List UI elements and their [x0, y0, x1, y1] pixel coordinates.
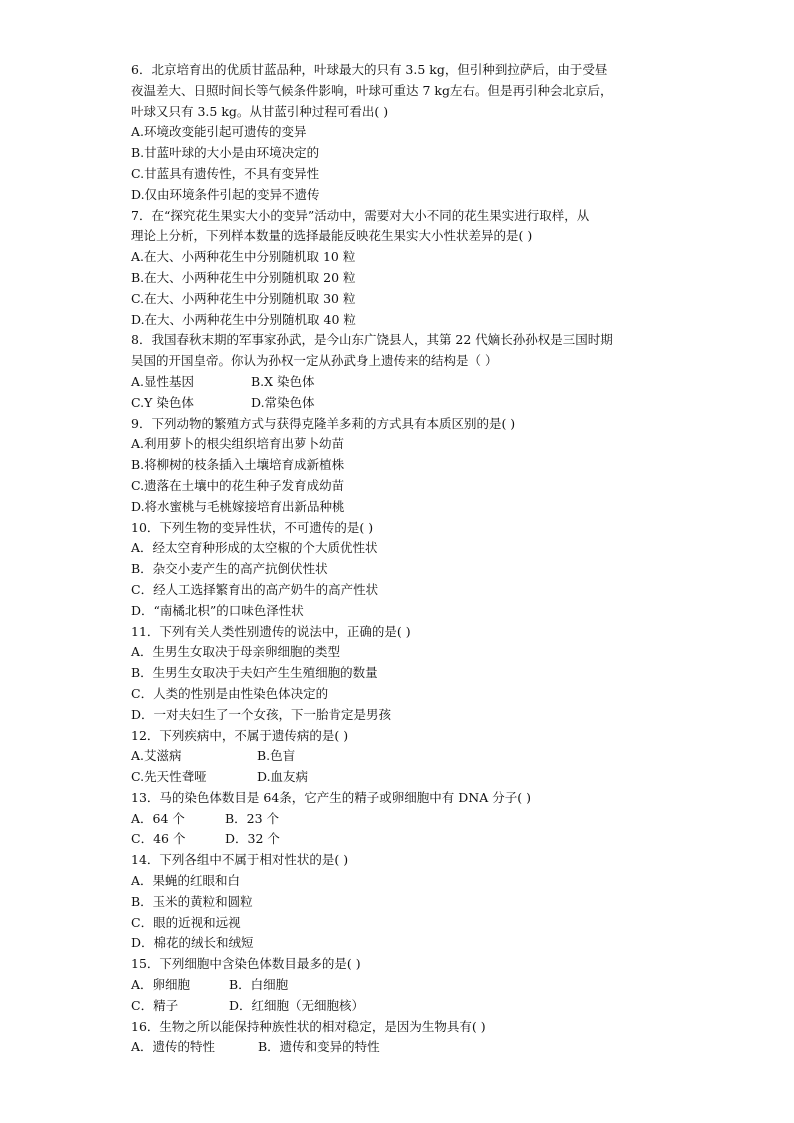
question-13-option-row-1: [131, 809, 667, 830]
question-6-option-a: A.环境改变能引起可遗传的变异: [131, 124, 307, 140]
question-14-option-b: B．玉米的黄粒和圆粒: [131, 893, 253, 909]
question-12-option-a: A.艾滋病: [131, 748, 182, 764]
question-6-option-d: D.仅由环境条件引起的变异不遗传: [131, 186, 320, 202]
question-8-option-row-2: [131, 393, 667, 414]
question-8-option-a: A.显性基因: [131, 373, 195, 389]
question-12-option-c: C.先天性聋哑: [131, 769, 207, 785]
question-6-stem-line-3: 叶球又只有 3.5 kg。从甘蓝引种过程可看出( ): [131, 103, 389, 119]
question-9-option-c: C.遗落在土壤中的花生种子发育成幼苗: [131, 477, 345, 493]
question-13-option-a: A．64 个: [131, 810, 185, 826]
question-11-option-d: D．一对夫妇生了一个女孩，下一胎肯定是男孩: [131, 706, 392, 722]
question-13-stem-line-1: 13．马的染色体数目是 64条，它产生的精子或卵细胞中有 DNA 分子( ): [131, 789, 531, 805]
question-11-stem-line-1: 11．下列有关人类性别遗传的说法中，正确的是( ): [131, 623, 411, 639]
question-10-option-c: C．经人工选择繁育出的高产奶牛的高产性状: [131, 581, 379, 597]
question-15-option-b: B．白细胞: [229, 977, 289, 993]
question-8-option-c: C.Y 染色体: [131, 394, 194, 410]
question-12-stem-line-1: 12．下列疾病中，不属于遗传病的是( ): [131, 727, 349, 743]
question-13-option-b: B．23 个: [225, 810, 280, 826]
question-13-option-row-2: [131, 829, 667, 850]
question-14-option-d: D．棉花的绒长和绒短: [131, 935, 254, 951]
question-8-stem-line-2: 吴国的开国皇帝。你认为孙权一定从孙武身上遗传来的结构是（ ）: [131, 353, 498, 369]
question-11-option-a: A．生男生女取决于母亲卵细胞的类型: [131, 644, 341, 660]
question-13-option-d: D．32 个: [225, 831, 280, 847]
question-15-option-row-1: [131, 975, 667, 996]
question-7-stem-line-1: 7．在“探究花生果实大小的变异”活动中，需要对大小不同的花生果实进行取样，从: [131, 207, 590, 223]
question-14-option-a: A．果蝇的红眼和白: [131, 873, 241, 889]
question-12-option-row-2: [131, 767, 667, 788]
question-7-stem-line-2: 理论上分析，下列样本数量的选择最能反映花生果实大小性状差异的是( ): [131, 228, 533, 244]
question-8-option-b: B.X 染色体: [251, 373, 315, 389]
question-9-option-d: D.将水蜜桃与毛桃嫁接培育出新品种桃: [131, 498, 345, 514]
question-9-option-b: B.将柳树的枝条插入土壤培育成新植株: [131, 457, 345, 473]
question-7-option-a: A.在大、小两种花生中分别随机取 10 粒: [131, 249, 356, 265]
question-15-stem-line-1: 15．下列细胞中含染色体数目最多的是( ): [131, 956, 361, 972]
question-6-option-c: C.甘蓝具有遗传性，不具有变异性: [131, 165, 320, 181]
question-13-option-c: C．46 个: [131, 831, 186, 847]
question-6-option-b: B.甘蓝叶球的大小是由环境决定的: [131, 145, 320, 161]
question-6-stem-line-1: 6．北京培育出的优质甘蓝品种，叶球最大的只有 3.5 kg，但引种到拉萨后，由于受昼: [131, 62, 608, 77]
question-10-option-d: D．“南橘北枳”的口味色泽性状: [131, 602, 304, 618]
question-11-option-b: B．生男生女取决于夫妇产生生殖细胞的数量: [131, 665, 378, 681]
question-11-option-c: C．人类的性别是由性染色体决定的: [131, 685, 329, 701]
question-16-stem-line-1: 16．生物之所以能保持种族性状的相对稳定，是因为生物具有( ): [131, 1018, 486, 1034]
question-15-option-a: A．卵细胞: [131, 977, 191, 993]
question-9-option-a: A.利用萝卜的根尖组织培育出萝卜幼苗: [131, 436, 345, 452]
question-7-option-b: B.在大、小两种花生中分别随机取 20 粒: [131, 269, 356, 285]
question-16-option-row-1: [131, 1037, 667, 1058]
question-14-option-c: C．眼的近视和远视: [131, 914, 241, 930]
question-10-stem-line-1: 10．下列生物的变异性状，不可遗传的是( ): [131, 519, 374, 535]
question-6-stem-line-2: 夜温差大、日照时间长等气候条件影响，叶球可重达 7 kg左右。但是再引种会北京后，: [131, 82, 613, 98]
question-12-option-b: B.色盲: [257, 748, 296, 764]
question-15-option-row-2: [131, 996, 667, 1017]
question-12-option-row-1: [131, 746, 667, 767]
question-8-option-d: D.常染色体: [251, 394, 315, 410]
question-10-option-b: B．杂交小麦产生的高产抗倒伏性状: [131, 561, 328, 577]
question-16-option-b: B．遗传和变异的特性: [258, 1039, 380, 1055]
question-8-stem-line-1: 8．我国春秋末期的军事家孙武，是今山东广饶县人，其第 22 代嫡长孙孙权是三国时期: [131, 332, 613, 348]
question-9-stem-line-1: 9．下列动物的繁殖方式与获得克隆羊多莉的方式具有本质区别的是( ): [131, 415, 516, 431]
question-16-option-a: A．遗传的特性: [131, 1039, 216, 1055]
question-15-option-c: C．精子: [131, 997, 179, 1013]
question-list: [131, 60, 667, 1058]
question-10-option-a: A．经太空育种形成的太空椒的个大质优性状: [131, 540, 378, 556]
question-8-option-row-1: [131, 372, 667, 393]
question-15-option-d: D．红细胞（无细胞核）: [229, 997, 365, 1013]
question-14-stem-line-1: 14．下列各组中不属于相对性状的是( ): [131, 852, 349, 868]
question-7-option-d: D.在大、小两种花生中分别随机取 40 粒: [131, 311, 356, 327]
question-12-option-d: D.血友病: [257, 769, 309, 785]
question-7-option-c: C.在大、小两种花生中分别随机取 30 粒: [131, 290, 356, 306]
